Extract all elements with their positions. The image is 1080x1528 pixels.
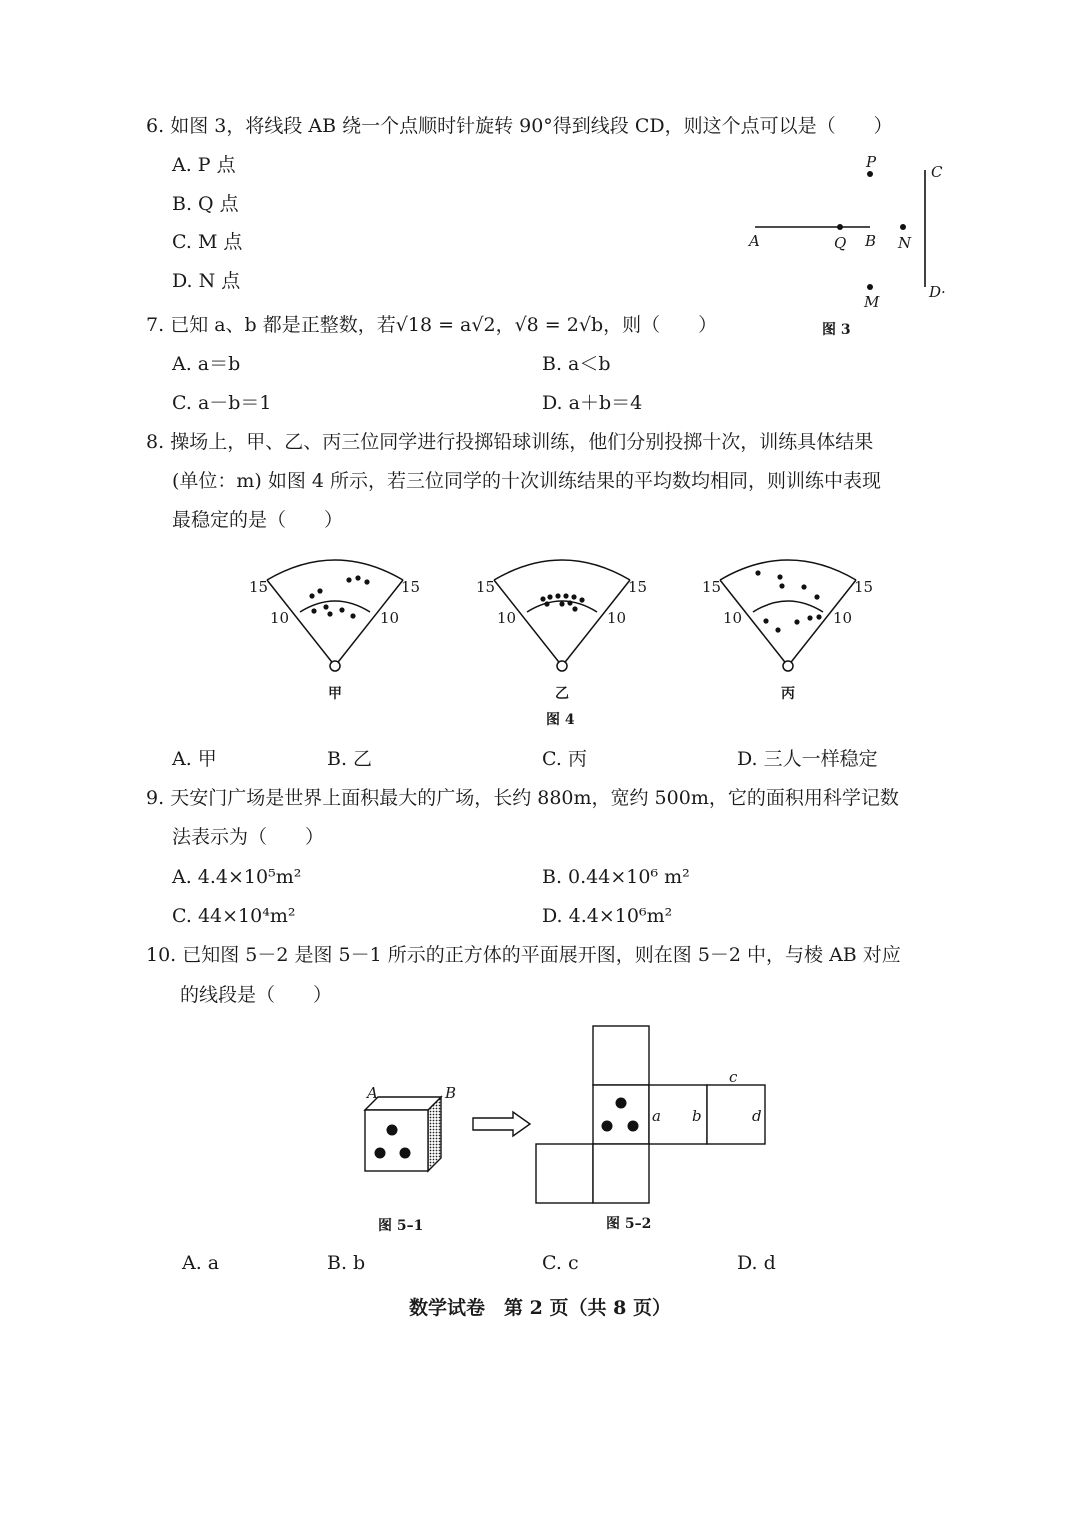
q7-text: 已知 a、b 都是正整数，若√18 = a√2，√8 = 2√b，则（ ） [170,314,718,336]
q9-text-line-1: 天安门广场是世界上面积最大的广场，长约 880m，宽约 500m，它的面积用科学记数 [170,787,899,809]
q7-option-c[interactable]: C. a－b＝1 [172,392,272,414]
net-label-c: c [729,1068,738,1086]
q8-text-line-3: 最稳定的是（ ） [172,509,344,531]
q9-text-line-2: 法表示为（ ） [172,826,325,848]
bing-inner-label: 10 [723,609,743,627]
label-a: A [749,232,760,250]
figure-3-caption: 图 3 [822,322,851,338]
label-c: C [931,163,943,181]
q6-option-a[interactable]: A. P 点 [172,154,236,176]
q10-text-line-1: 已知图 5－2 是图 5－1 所示的正方体的平面展开图，则在图 5－2 中，与棱 AB 对应 [182,944,901,966]
q8-text-line-2: (单位：m) 如图 4 所示，若三位同学的十次训练结果的平均数均相同，则训练中表现 [172,470,882,492]
net-label-b: b [692,1107,702,1125]
cube-label-b: B [445,1084,457,1102]
net-label-a: a [652,1107,661,1125]
label-b: B [865,232,877,250]
jia-inner-label-right: 10 [380,609,400,627]
q9-option-c[interactable]: C. 44×10⁴m² [172,905,296,927]
q10-option-d[interactable]: D. d [737,1252,776,1274]
yi-outer-label: 15 [476,578,496,596]
q7-option-a[interactable]: A. a＝b [172,353,241,375]
jia-outer-label-right: 15 [401,578,421,596]
q8-option-b[interactable]: B. 乙 [327,748,373,770]
bing-inner-label-right: 10 [833,609,853,627]
q6-option-d[interactable]: D. N 点 [172,270,241,292]
q6-text: 如图 3，将线段 AB 绕一个点顺时针旋转 90°得到线段 CD，则这个点可以是（ ） [170,115,893,137]
q7-number: 7. [146,314,165,336]
q10-option-b[interactable]: B. b [327,1252,366,1274]
q8-text-line-1: 操场上，甲、乙、丙三位同学进行投掷铅球训练，他们分别投掷十次，训练具体结果 [170,431,874,453]
q8-option-d[interactable]: D. 三人一样稳定 [737,748,878,770]
net-label-d: d [752,1107,762,1125]
yi-inner-label-right: 10 [607,609,627,627]
q10-text-line-2: 的线段是（ ） [180,984,333,1006]
label-p: P [866,153,877,171]
q7-option-b[interactable]: B. a＜b [542,353,611,375]
q9-option-b[interactable]: B. 0.44×10⁶ m² [542,866,690,888]
q9-number: 9. [146,787,165,809]
q6-option-c[interactable]: C. M 点 [172,231,243,253]
cube [365,1097,441,1171]
label-n: N [898,234,912,252]
yi-inner-label: 10 [497,609,517,627]
q10-option-a[interactable]: A. a [182,1252,220,1274]
bing-outer-label-right: 15 [854,578,874,596]
yi-name: 乙 [555,686,569,702]
bing-name: 丙 [781,686,795,702]
q9-option-a[interactable]: A. 4.4×10⁵m² [172,866,302,888]
page-footer: 数学试卷 第 2 页（共 8 页） [409,1297,671,1319]
yi-outer-label-right: 15 [628,578,648,596]
figure-5-2-caption: 图 5–2 [606,1216,652,1232]
q8-option-a[interactable]: A. 甲 [172,748,217,770]
bing-outer-label: 15 [702,578,722,596]
q7-option-d[interactable]: D. a＋b＝4 [542,392,643,414]
q6-number: 6. [146,115,165,137]
label-m: M [864,293,880,311]
jia-inner-label: 10 [270,609,290,627]
label-q: Q [834,234,847,252]
arrow-right-icon [473,1112,530,1136]
figure-4-caption: 图 4 [546,712,575,728]
jia-outer-label: 15 [249,578,269,596]
label-d: D· [929,283,946,301]
q10-option-c[interactable]: C. c [542,1252,579,1274]
figure-5-1-caption: 图 5–1 [378,1218,424,1234]
q6-option-b[interactable]: B. Q 点 [172,193,239,215]
q9-option-d[interactable]: D. 4.4×10⁶m² [542,905,673,927]
jia-name: 甲 [328,686,342,702]
q8-number: 8. [146,431,165,453]
q8-option-c[interactable]: C. 丙 [542,748,587,770]
cube-net [536,1026,765,1203]
cube-label-a: A [367,1084,378,1102]
q10-number: 10. [146,944,177,966]
